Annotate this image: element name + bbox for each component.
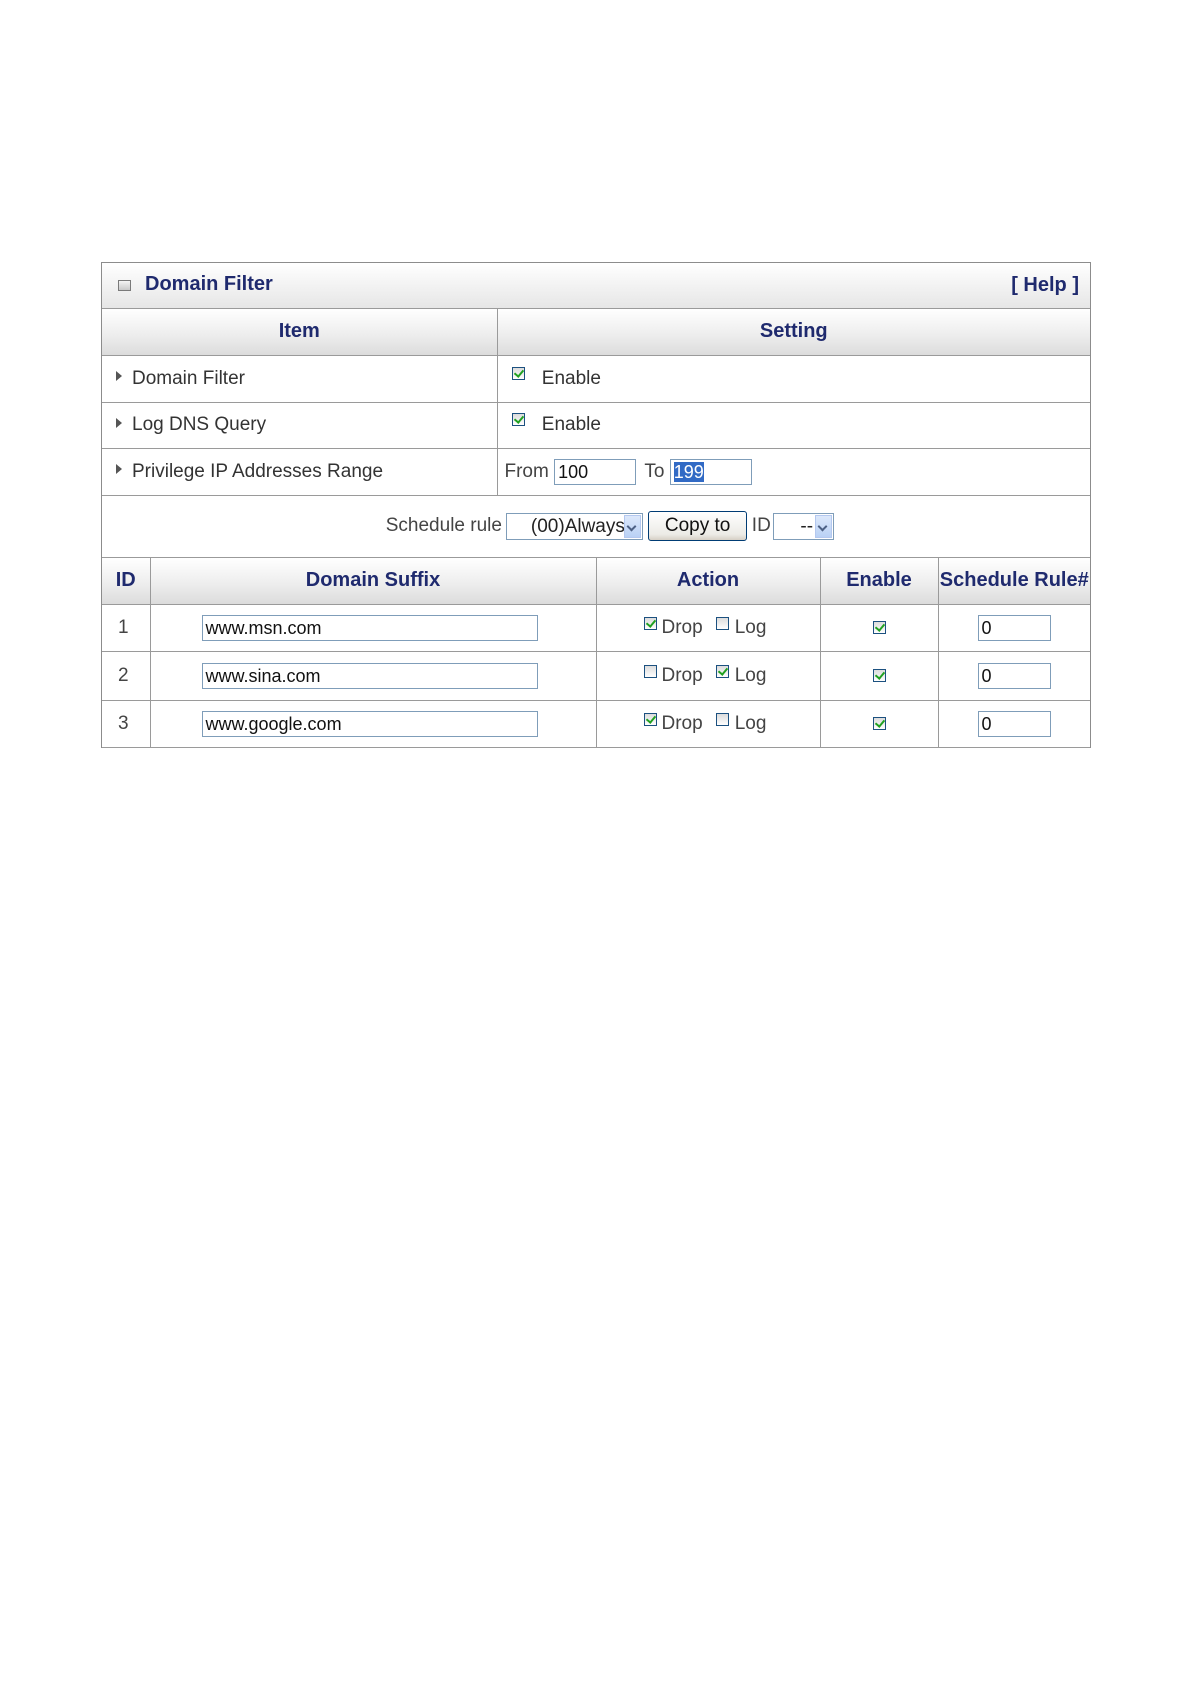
from-label: From: [504, 460, 549, 482]
schedule-rule-value: (00)Always: [530, 515, 625, 537]
log-label: Log: [734, 713, 767, 734]
domain-filter-label-cell: [102, 355, 497, 402]
rule-id: 1: [102, 605, 150, 652]
schedule-number-cell: [938, 605, 1090, 652]
rule-id: 2: [102, 652, 150, 701]
enable-cell: [820, 605, 938, 652]
domain-filter-enable-label: Enable: [541, 367, 601, 389]
rule-id: 3: [102, 701, 150, 748]
domain-suffix-header: Domain Suffix: [150, 558, 596, 605]
schedule-rule-select[interactable]: [506, 513, 643, 540]
domain-suffix-value: www.msn.com: [205, 618, 322, 638]
schedule-row: [102, 495, 1090, 557]
domain-suffix-input[interactable]: [202, 615, 538, 641]
domain-filter-enable-checkbox[interactable]: [512, 367, 525, 380]
triangle-right-icon: [116, 464, 122, 474]
schedule-number-value: 0: [981, 666, 992, 686]
drop-label: Drop: [661, 713, 703, 734]
drop-label: Drop: [661, 665, 703, 686]
schedule-rule-header: Schedule Rule#: [938, 558, 1090, 605]
drop-checkbox[interactable]: [644, 617, 657, 630]
table-row: [102, 701, 1090, 748]
chevron-down-icon: [815, 515, 832, 538]
to-ip-value: 199: [673, 461, 704, 482]
domain-filter-row: [102, 355, 1090, 402]
action-cell: [596, 652, 820, 701]
drop-label: Drop: [661, 617, 703, 638]
triangle-right-icon: [116, 418, 122, 428]
log-dns-label-cell: [102, 402, 497, 448]
privilege-ip-row: [102, 448, 1090, 495]
log-dns-enable-label: Enable: [541, 414, 601, 435]
chevron-down-icon: [624, 515, 641, 538]
schedule-cell: [102, 495, 1090, 557]
rules-header-row: [102, 558, 1090, 605]
log-dns-setting-cell: [497, 402, 1090, 448]
table-row: [102, 652, 1090, 701]
log-label: Log: [734, 665, 767, 686]
panel-title: Domain Filter: [145, 273, 273, 295]
action-cell: [596, 605, 820, 652]
log-dns-label: Log DNS Query: [132, 414, 267, 435]
domain-filter-label: Domain Filter: [132, 367, 245, 389]
domain-suffix-cell: [150, 652, 596, 701]
window-icon: [118, 280, 131, 291]
schedule-number-cell: [938, 701, 1090, 748]
action-cell: [596, 701, 820, 748]
rule-enable-checkbox[interactable]: [873, 669, 886, 682]
enable-header: Enable: [820, 558, 938, 605]
rule-enable-checkbox[interactable]: [873, 717, 886, 730]
log-checkbox[interactable]: [716, 665, 729, 678]
help-link[interactable]: [ Help ]: [1011, 274, 1079, 296]
domain-suffix-value: www.sina.com: [205, 666, 321, 686]
panel-titlebar: [102, 263, 1090, 309]
from-ip-value: 100: [558, 461, 589, 482]
schedule-number-input[interactable]: [978, 711, 1051, 737]
to-label: To: [644, 460, 665, 482]
domain-filter-setting-cell: [497, 355, 1090, 402]
item-header: Item: [102, 309, 497, 355]
log-checkbox[interactable]: [716, 713, 729, 726]
table-row: [102, 605, 1090, 652]
domain-suffix-cell: [150, 605, 596, 652]
drop-checkbox[interactable]: [644, 665, 657, 678]
rules-table: [102, 558, 1090, 749]
log-label: Log: [734, 617, 767, 638]
privilege-ip-label-cell: [102, 448, 497, 495]
schedule-rule-label: Schedule rule: [385, 515, 502, 536]
schedule-number-input[interactable]: [978, 663, 1051, 689]
schedule-number-value: 0: [981, 618, 992, 638]
setting-header: Setting: [497, 309, 1090, 355]
domain-suffix-input[interactable]: [202, 711, 538, 737]
to-ip-input[interactable]: [670, 459, 752, 485]
log-dns-enable-checkbox[interactable]: [512, 413, 525, 426]
schedule-number-input[interactable]: [978, 615, 1051, 641]
settings-table: [102, 309, 1090, 558]
id-header: ID: [102, 558, 150, 605]
domain-suffix-cell: [150, 701, 596, 748]
rule-enable-checkbox[interactable]: [873, 621, 886, 634]
id-label: ID: [751, 515, 771, 536]
from-ip-input[interactable]: [554, 459, 636, 485]
action-header: Action: [596, 558, 820, 605]
drop-checkbox[interactable]: [644, 713, 657, 726]
triangle-right-icon: [116, 371, 122, 381]
copy-id-value: --: [800, 515, 814, 537]
schedule-number-cell: [938, 652, 1090, 701]
enable-cell: [820, 652, 938, 701]
privilege-ip-setting-cell: [497, 448, 1090, 495]
privilege-ip-label: Privilege IP Addresses Range: [132, 460, 384, 482]
domain-filter-panel: [101, 262, 1091, 748]
domain-suffix-input[interactable]: [202, 663, 538, 689]
settings-header-row: [102, 309, 1090, 355]
copy-id-select[interactable]: [773, 513, 834, 540]
domain-suffix-value: www.google.com: [205, 714, 342, 734]
copy-to-button[interactable]: Copy to: [648, 511, 747, 541]
log-dns-row: [102, 402, 1090, 448]
enable-cell: [820, 701, 938, 748]
log-checkbox[interactable]: [716, 617, 729, 630]
schedule-number-value: 0: [981, 714, 992, 734]
